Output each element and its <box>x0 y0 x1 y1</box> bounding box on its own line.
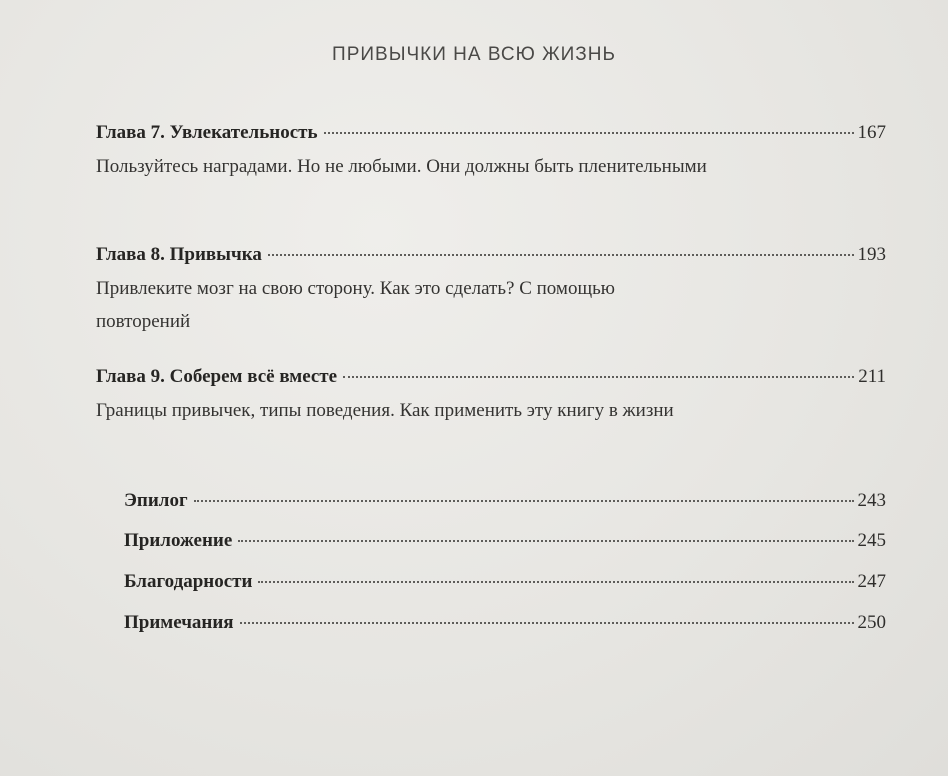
dot-leader <box>194 500 854 502</box>
toc-entry-acknowledgements <box>124 571 886 593</box>
page-number: 167 <box>857 122 886 143</box>
chapter-title: Глава 9. Соберем всё вместе <box>96 366 338 387</box>
dot-leader <box>343 376 854 378</box>
toc-entry-chapter-7 <box>96 122 886 144</box>
dot-leader <box>240 622 854 624</box>
page-number: 250 <box>857 612 886 633</box>
toc-entry-chapter-8 <box>96 244 886 266</box>
entry-title: Эпилог <box>124 490 188 511</box>
page-number: 211 <box>858 366 886 387</box>
page-number: 247 <box>857 571 886 592</box>
dot-leader <box>258 581 853 583</box>
dot-leader <box>324 132 854 134</box>
toc-entry-appendix <box>124 530 886 552</box>
chapter-description: Привлеките мозг на свою сторону. Как это сделать? С помощью повторений <box>96 278 615 332</box>
toc-entry-epilogue <box>124 490 886 512</box>
toc-entry-chapter-9 <box>96 366 886 388</box>
chapter-description: Границы привычек, типы поведения. Как применить эту книгу в жизни <box>96 400 674 421</box>
chapter-description: Пользуйтесь наградами. Но не любыми. Они должны быть пленительными <box>96 156 707 177</box>
entry-title: Приложение <box>124 530 233 551</box>
page-number: 243 <box>857 490 886 511</box>
running-title: ПРИВЫЧКИ НА ВСЮ ЖИЗНЬ <box>332 44 616 65</box>
dot-leader <box>238 540 853 542</box>
chapter-title: Глава 8. Привычка <box>96 244 262 265</box>
page-number: 245 <box>857 530 886 551</box>
toc-entry-notes <box>124 612 886 634</box>
dot-leader <box>268 254 854 256</box>
page-number: 193 <box>857 244 886 265</box>
entry-title: Примечания <box>124 612 234 633</box>
chapter-title: Глава 7. Увлекательность <box>96 122 318 143</box>
entry-title: Благодарности <box>124 571 253 592</box>
